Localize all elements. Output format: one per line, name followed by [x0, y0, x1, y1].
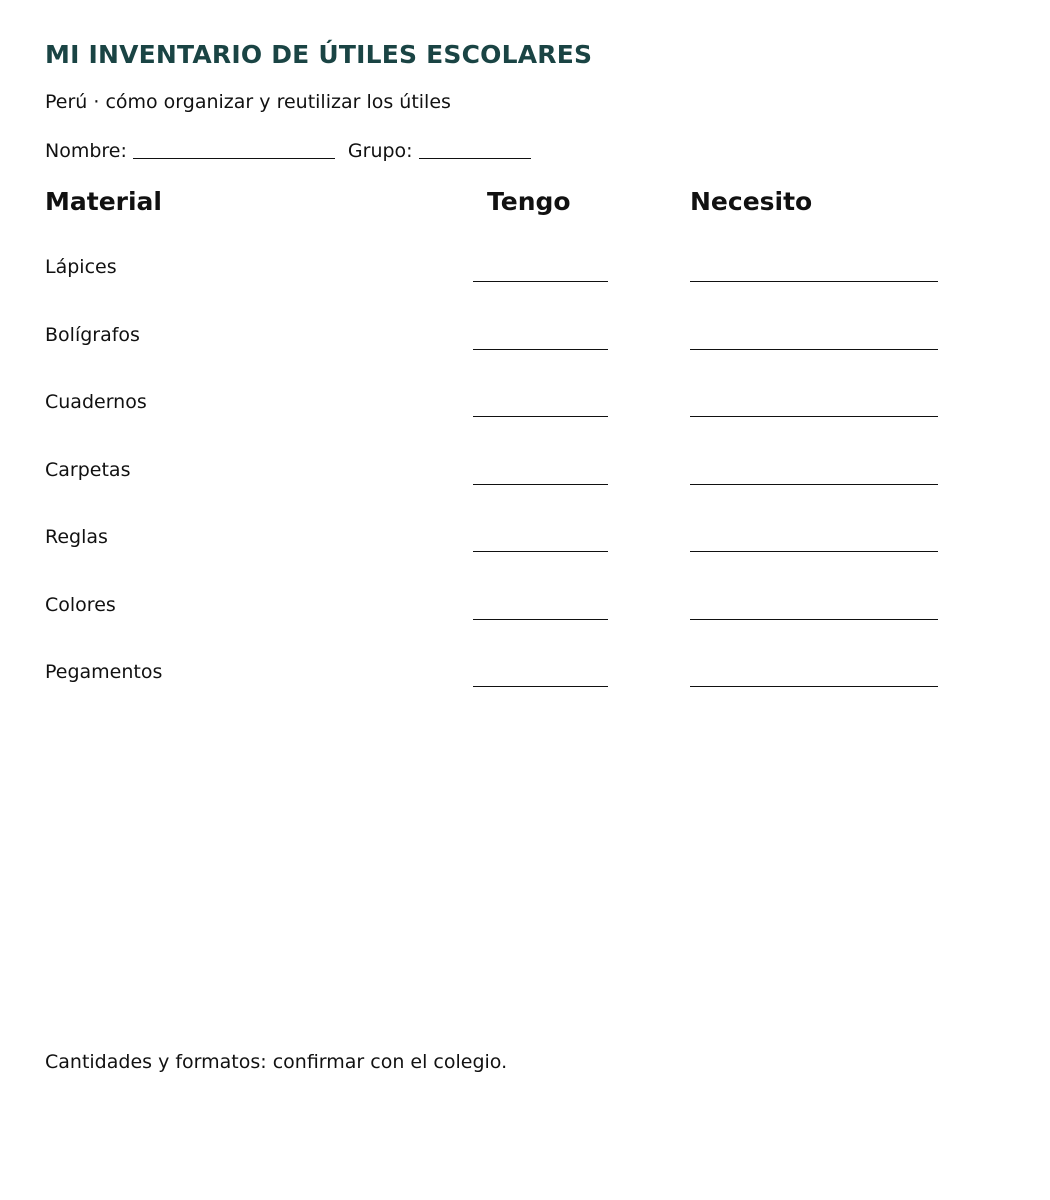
- footer-note: Cantidades y formatos: confirmar con el colegio.: [45, 1051, 508, 1073]
- table-row: [0, 578, 1050, 646]
- material-label: Bolígrafos: [45, 323, 140, 346]
- necesito-blank-field[interactable]: [690, 281, 938, 282]
- column-header-necesito: Necesito: [690, 187, 813, 216]
- material-label: Carpetas: [45, 458, 131, 481]
- material-label: Lápices: [45, 256, 117, 278]
- table-row: [0, 240, 1050, 308]
- page-subtitle: Perú · cómo organizar y reutilizar los útiles: [45, 91, 451, 113]
- column-header-tengo: Tengo: [487, 187, 571, 216]
- material-label: Reglas: [45, 526, 108, 548]
- student-info-line: [45, 136, 531, 162]
- necesito-blank-field[interactable]: [690, 686, 938, 687]
- column-header-material: Material: [45, 187, 162, 216]
- tengo-blank-field[interactable]: [473, 416, 608, 417]
- necesito-blank-field[interactable]: [690, 349, 938, 350]
- tengo-blank-field[interactable]: [473, 349, 608, 350]
- table-row: [0, 308, 1050, 376]
- table-row: [0, 375, 1050, 443]
- group-label: Grupo:: [347, 140, 413, 162]
- tengo-blank-field[interactable]: [473, 551, 608, 552]
- material-label: Pegamentos: [45, 661, 163, 683]
- tengo-blank-field[interactable]: [473, 484, 608, 485]
- page-title: MI INVENTARIO DE ÚTILES ESCOLARES: [45, 40, 593, 69]
- tengo-blank-field[interactable]: [473, 281, 608, 282]
- necesito-blank-field[interactable]: [690, 551, 938, 552]
- necesito-blank-field[interactable]: [690, 619, 938, 620]
- necesito-blank-field[interactable]: [690, 484, 938, 485]
- table-row: [0, 645, 1050, 713]
- name-label: Nombre:: [45, 140, 127, 162]
- table-row: [0, 443, 1050, 511]
- material-label: Cuadernos: [45, 391, 147, 413]
- material-label: Colores: [45, 593, 116, 616]
- table-row: [0, 510, 1050, 578]
- tengo-blank-field[interactable]: [473, 686, 608, 687]
- group-blank-field[interactable]: [419, 138, 531, 159]
- tengo-blank-field[interactable]: [473, 619, 608, 620]
- inventory-rows: [0, 240, 1050, 713]
- necesito-blank-field[interactable]: [690, 416, 938, 417]
- name-blank-field[interactable]: [133, 138, 335, 159]
